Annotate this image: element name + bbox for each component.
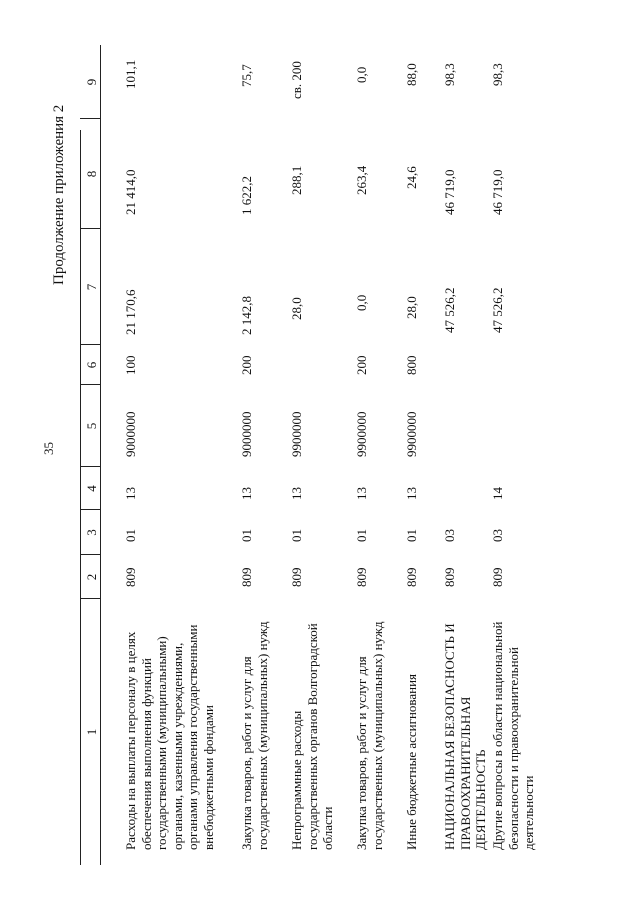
cell-c7: 21 170,6 <box>123 289 138 335</box>
header-col-9: 9 <box>84 78 99 86</box>
cell-c4: 13 <box>239 487 254 500</box>
cell-c9: св. 200 <box>289 61 304 99</box>
cell-c8: 21 414,0 <box>123 169 138 215</box>
cell-c5: 9000000 <box>239 411 254 457</box>
header-bottom-line <box>100 45 101 865</box>
cell-c8: 24,6 <box>404 166 419 189</box>
header-col-8: 8 <box>84 170 99 178</box>
cell-c2: 809 <box>354 567 369 587</box>
cell-c3: 01 <box>289 529 304 542</box>
header-col-4: 4 <box>84 485 99 492</box>
cell-c9: 101,1 <box>123 59 138 89</box>
cell-c8: 46 719,0 <box>490 169 505 215</box>
cell-c9: 0,0 <box>354 66 369 83</box>
cell-c2: 809 <box>490 567 505 587</box>
cell-c9: 88,0 <box>404 63 419 86</box>
cell-c2: 809 <box>239 567 254 587</box>
header-col-7: 7 <box>84 283 99 291</box>
cell-c8: 263,4 <box>354 165 369 195</box>
cell-c3: 01 <box>123 529 138 542</box>
cell-c4: 13 <box>354 487 369 500</box>
cell-c5: 9900000 <box>354 411 369 457</box>
row-name: Закупка товаров, работ и услуг для государственных (муниципальных) нужд <box>354 621 385 850</box>
cell-c8: 46 719,0 <box>442 169 457 215</box>
continuation-title: Продолжение приложения 2 <box>51 104 67 285</box>
cell-c2: 809 <box>404 567 419 587</box>
header-col-2: 2 <box>84 573 99 581</box>
cell-c7: 28,0 <box>289 297 304 320</box>
cell-c7: 47 526,2 <box>490 287 505 333</box>
cell-c5: 9000000 <box>123 411 138 457</box>
cell-c4: 13 <box>123 487 138 500</box>
row-name: НАЦИОНАЛЬНАЯ БЕЗОПАСНОСТЬ И ПРАВООХРАНИТЕЛЬНАЯ ДЕЯТЕЛЬНОСТЬ <box>442 623 488 850</box>
header-col-6: 6 <box>84 361 99 369</box>
cell-c6: 200 <box>239 355 254 375</box>
cell-c7: 2 142,8 <box>239 296 254 335</box>
row-name: Непрограммные расходы государственных органов Волгоградской области <box>289 623 335 850</box>
cell-c2: 809 <box>442 567 457 587</box>
row-name: Другие вопросы в области национальной безопасности и правоохранительной деятельности <box>490 621 536 850</box>
cell-c7: 47 526,2 <box>442 287 457 333</box>
cell-c9: 98,3 <box>442 63 457 86</box>
row-name: Расходы на выплаты персоналу в целях обеспечения выполнения функций государственными (муниципальными) органами, казенными учреждениями, органами управления государственными внебюджетными фондами <box>123 624 216 850</box>
cell-c6: 800 <box>404 355 419 375</box>
cell-c9: 98,3 <box>490 63 505 86</box>
cell-c7: 0,0 <box>354 294 369 311</box>
cell-c3: 01 <box>354 529 369 542</box>
cell-c7: 28,0 <box>404 296 419 319</box>
cell-c6: 100 <box>123 355 138 375</box>
row-name: Закупка товаров, работ и услуг для государственных (муниципальных) нужд <box>239 621 270 850</box>
cell-c8: 288,1 <box>289 165 304 195</box>
cell-c4: 13 <box>404 487 419 500</box>
header-top-line <box>80 130 81 865</box>
cell-c9: 75,7 <box>239 64 254 87</box>
page-number: 35 <box>41 442 56 455</box>
cell-c6: 200 <box>354 355 369 375</box>
cell-c5: 9900000 <box>404 411 419 457</box>
cell-c4: 13 <box>289 487 304 500</box>
cell-c3: 03 <box>490 529 505 542</box>
cell-c8: 1 622,2 <box>239 176 254 215</box>
cell-c5: 9900000 <box>289 411 304 457</box>
header-col-5: 5 <box>84 422 99 430</box>
cell-c2: 809 <box>123 567 138 587</box>
header-col-1: 1 <box>84 728 99 736</box>
cell-c3: 03 <box>442 529 457 542</box>
header-col-3: 3 <box>84 529 99 536</box>
cell-c3: 01 <box>239 529 254 542</box>
cell-c2: 809 <box>289 567 304 587</box>
row-name: Иные бюджетные ассигнования <box>404 673 419 850</box>
cell-c4: 14 <box>490 487 505 500</box>
cell-c3: 01 <box>404 529 419 542</box>
